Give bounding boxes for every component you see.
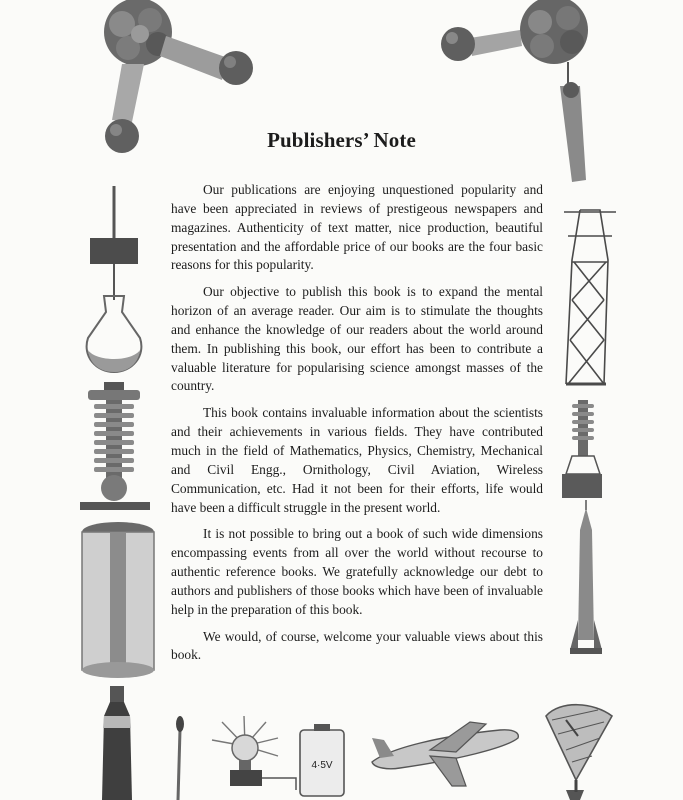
light-bulb-icon bbox=[212, 716, 296, 790]
paragraph-4: It is not possible to bring out a book of such wide dimensions encompassing events from all over the world without recourse to authentic reference books. We gratefully acknowledge our debt to authors and publishers of those books which have been of invaluable help in the preparation of this book. bbox=[171, 526, 543, 617]
flask-electrode-icon bbox=[87, 186, 142, 372]
transmission-tower-icon bbox=[564, 210, 616, 384]
paragraph-1: Our publications are enjoying unquestioned popularity and have been appreciated in reviews of prestigeous newspapers and magazines. Authenticity of text matter, nice production, beautiful presentation and the affordable price of our books are the four basic reasons for this popularity. bbox=[171, 182, 543, 273]
rocket-icon bbox=[570, 500, 602, 654]
page-title: Publishers’ Note bbox=[267, 128, 416, 152]
bottle-icon bbox=[102, 686, 132, 800]
nucleus-top-right-icon bbox=[441, 0, 588, 182]
note-body bbox=[171, 181, 543, 665]
small-insulator-icon bbox=[562, 400, 602, 498]
insulator-icon bbox=[80, 382, 150, 510]
cylinder-drum-icon bbox=[82, 522, 154, 678]
paragraph-5: We would, of course, welcome your valuable views about this book. bbox=[171, 628, 543, 663]
paragraph-2: Our objective to publish this book is to expand the mental horizon of an average reader. Our aim is to stimulate the thoughts and enhance the knowledge of our readers about the world around them. In publishing this book, our effort has been to contribute a valuable literature for popularising science amongst masses of the country. bbox=[171, 284, 543, 394]
paragraph-3: This book contains invaluable information about the scientists and their achievements in various fields. They have contributed much in the field of Mathematics, Physics, Chemistry, Mechanical and Civil Engg., Ornithology, Civil Aviation, Wireless Communication, etc. Had it not been for their efforts, life would have been a difficult struggle in the present world. bbox=[171, 405, 543, 515]
battery-label: 4·5V bbox=[311, 760, 333, 771]
satellite-dish-icon bbox=[546, 705, 612, 800]
match-stick-icon bbox=[176, 716, 184, 800]
airplane-icon bbox=[372, 722, 518, 786]
battery-icon bbox=[300, 724, 344, 796]
